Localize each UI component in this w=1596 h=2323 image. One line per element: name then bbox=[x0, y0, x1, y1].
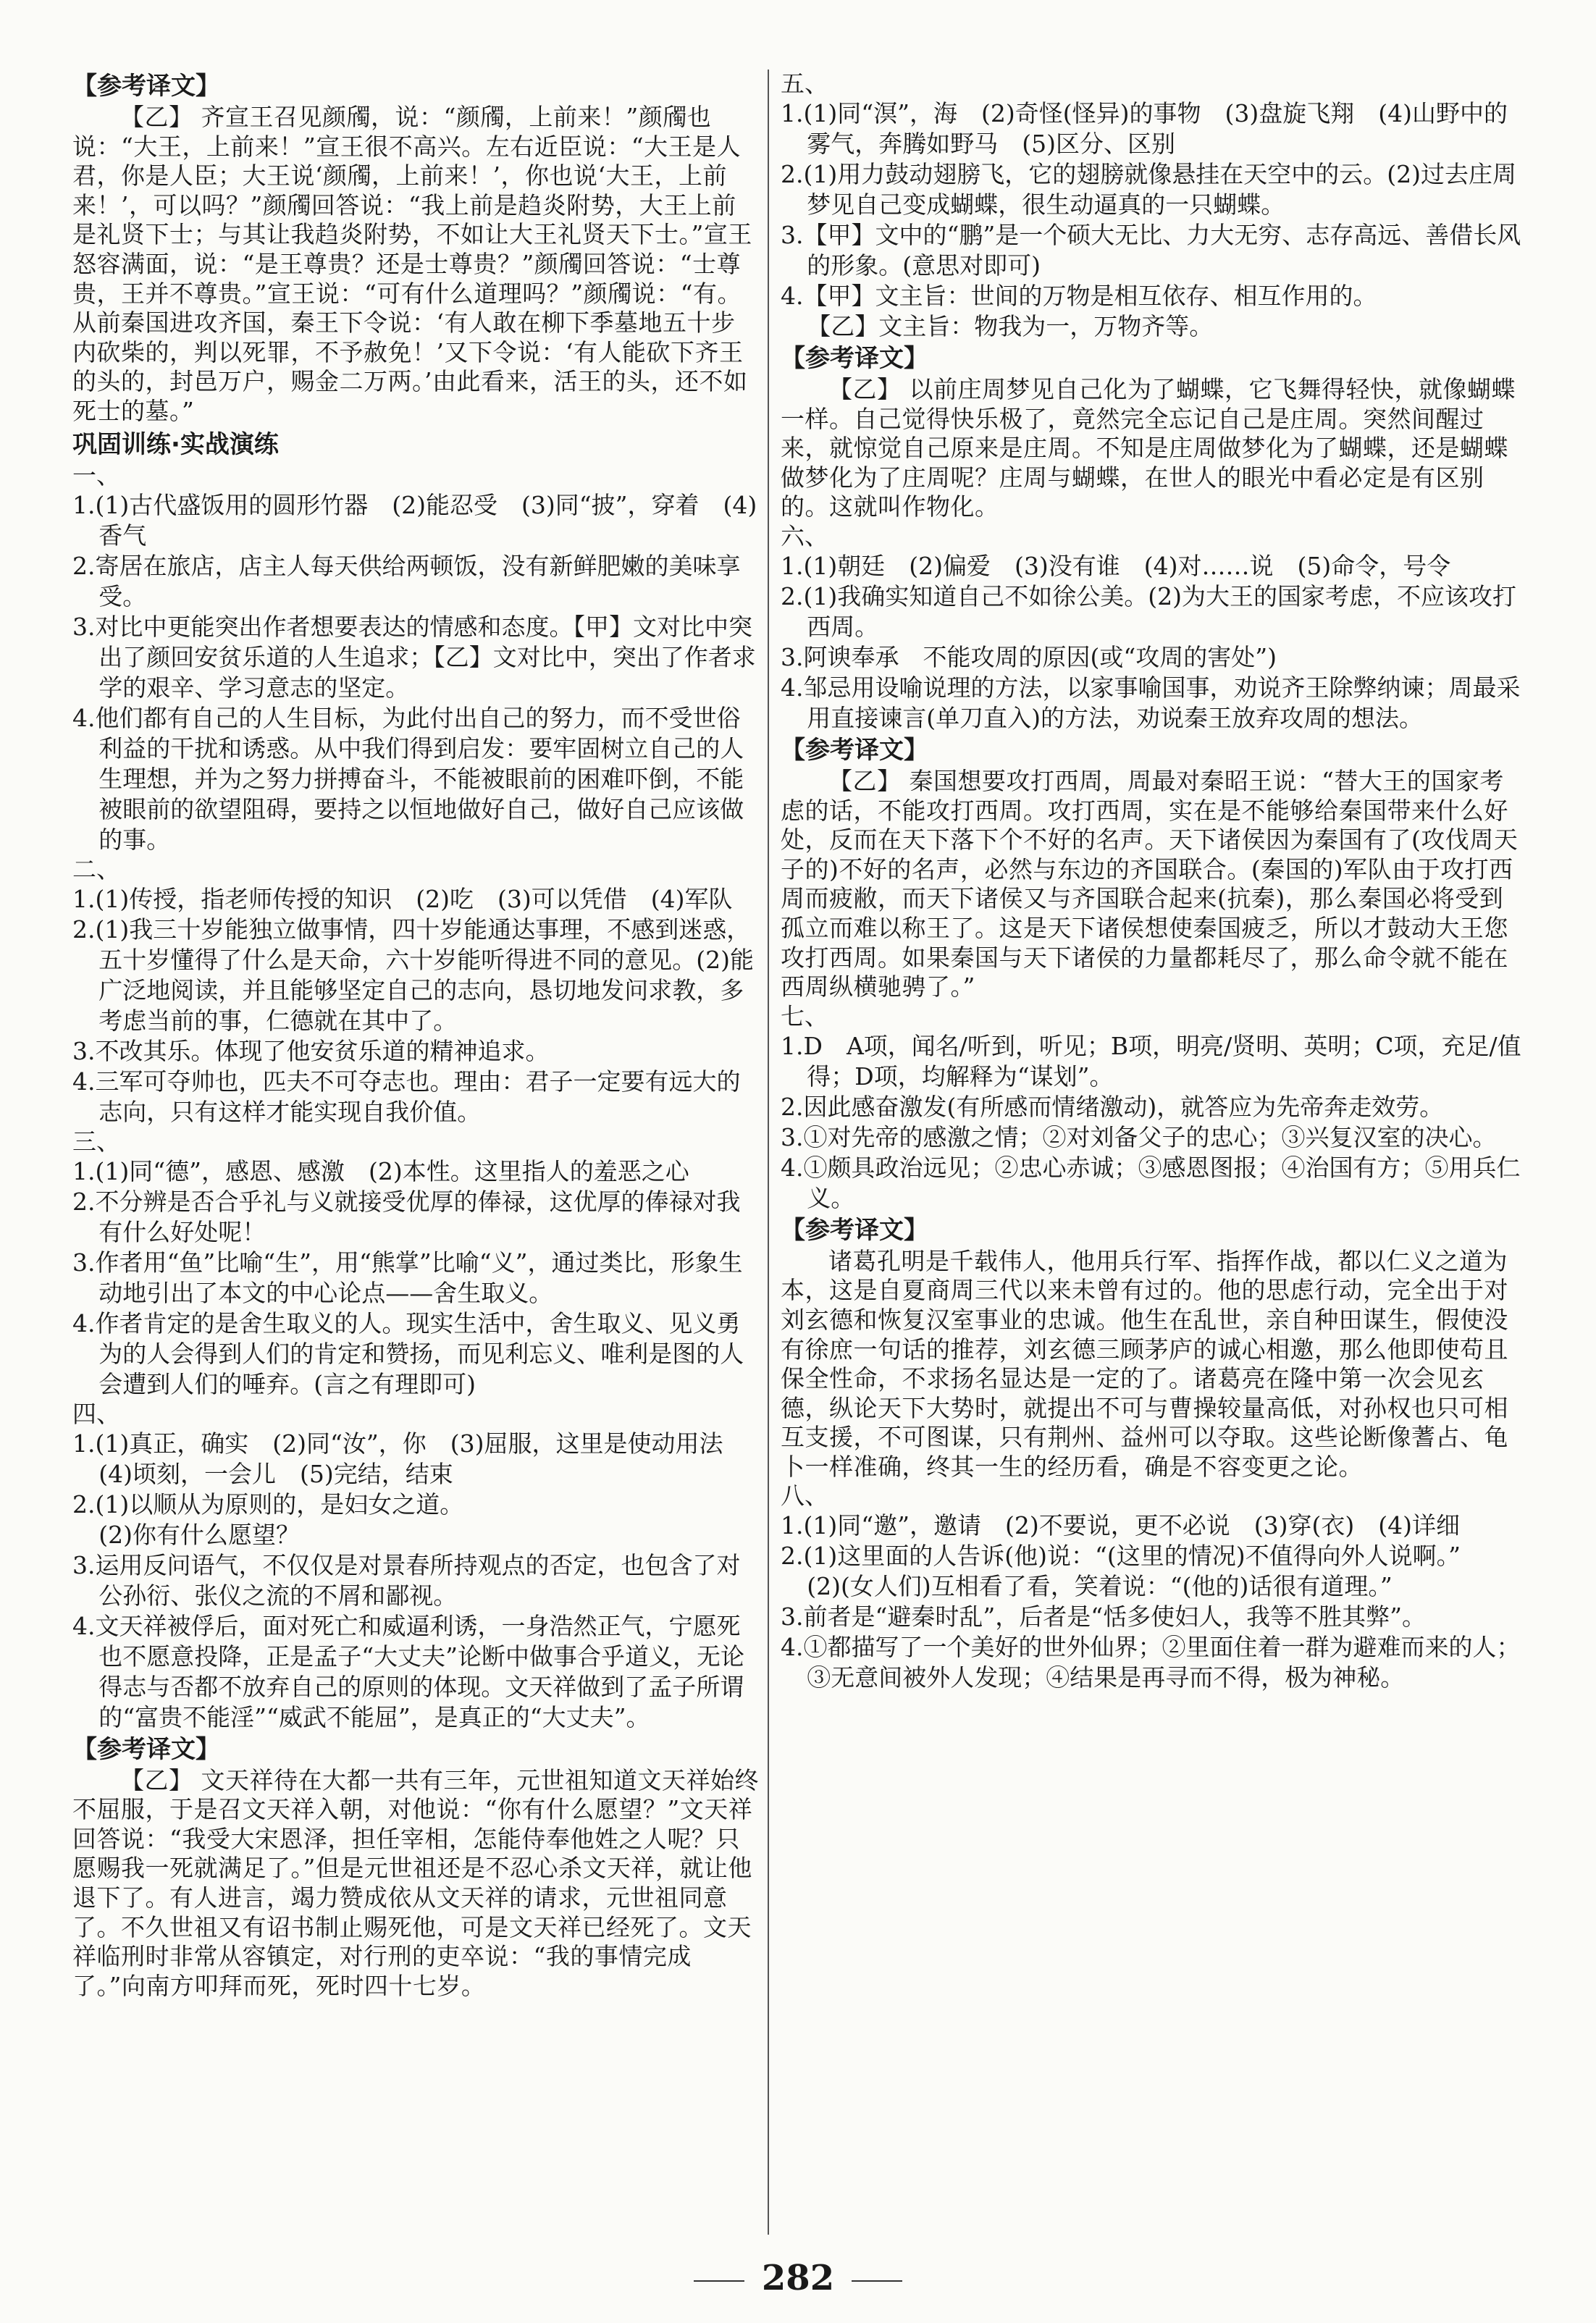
right-column bbox=[781, 70, 1526, 1693]
answer-item: 1.(1)同“德”，感恩、感激 (2)本性。这里指人的羞恶之心 bbox=[72, 1156, 689, 1185]
reference-translation-text: 【乙】 文天祥待在大都一共有三年，元世祖知道文天祥始终不屈服，于是召文天祥入朝，对他说：“你有什么愿望？”文天祥回答说：“我受大宋恩泽，担任宰相，怎能侍奉他姓之人呢？只愿赐我一死就满足了。”但是元世祖还是不忍心杀文天祥，就让他退下了。有人进言，竭力赞成依从文天祥的请求，元世祖同意了。不久世祖又有诏书制止赐死他，可是文天祥已经死了。文天祥临刑时非常从容镇定，对行刑的吏卒说：“我的事情完成了。”向南方叩拜而死，死时四十七岁。 bbox=[72, 1765, 759, 2000]
answer-item: 1.(1)真正，确实 (2)同“汝”，你 (3)屈服，这里是使动用法 (4)顷刻，一会儿 (5)完结，结束 bbox=[72, 1429, 747, 1488]
answer-item: 4.作者肯定的是舍生取义的人。现实生活中，舍生取义、见义勇为的人会得到人们的肯定和赞扬，而见利忘义、唯利是图的人会遭到人们的唾弃。(言之有理即可) bbox=[72, 1308, 744, 1398]
answer-item: 4.邹忌用设喻说理的方法，以家事喻国事，劝说齐王除弊纳谏；周最采用直接谏言(单刀直入)的方法，劝说秦王放弃攻周的想法。 bbox=[781, 673, 1521, 732]
answer-item: 2.(1)用力鼓动翅膀飞，它的翅膀就像悬挂在天空中的云。(2)过去庄周梦见自己变成蝴蝶，很生动逼真的一只蝴蝶。 bbox=[781, 160, 1516, 219]
answer-item: 4.他们都有自己的人生目标，为此付出自己的努力，而不受世俗利益的干扰和诱惑。从中我们得到启发：要牢固树立自己的人生理想，并为之努力拼搏奋斗，不能被眼前的困难吓倒，不能被眼前的欲望阻碍，要持之以恒地做好自己，做好自己应该做的事。 bbox=[72, 703, 744, 854]
answer-item: 1.(1)同“邀”，邀请 (2)不要说，更不必说 (3)穿(衣) (4)详细 bbox=[781, 1511, 1460, 1540]
section-marker: 八、 bbox=[781, 1482, 828, 1511]
section-marker: 四、 bbox=[72, 1399, 120, 1428]
section-heading: 巩固训练·实战演练 bbox=[72, 429, 279, 459]
reference-translation-text: 诸葛孔明是千载伟人，他用兵行军、指挥作战，都以仁义之道为本，这是自夏商周三代以来未曾有过的。他的思虑行动，完全出于对刘玄德和恢复汉室事业的忠诚。他生在乱世，亲自种田谋生，假使没有徐庶一句话的推荐，刘玄德三顾茅庐的诚心相邀，那么他即使苟且保全性命，不求扬名显达是一定的了。诸葛亮在隆中第一次会见玄德，纵论天下大势时，就提出不可与曹操较量高低，对孙权也只可相互支援，不可图谋，只有荆州、益州可以夺取。这些论断像蓍占、龟卜一样准确，终其一生的经历看，确是不容变更之论。 bbox=[781, 1246, 1508, 1481]
reference-translation-text: 【乙】 以前庄周梦见自己化为了蝴蝶，它飞舞得轻快，就像蝴蝶一样。自己觉得快乐极了，竟然完全忘记自己是庄周。突然间醒过来，就惊觉自己原来是庄周。不知是庄周做梦化为了蝴蝶，还是蝴蝶做梦化为了庄周呢？庄周与蝴蝶，在世人的眼光中看必定是有区别的。这就叫作物化。 bbox=[781, 375, 1516, 521]
answer-item: 3.作者用“鱼”比喻“生”，用“熊掌”比喻“义”，通过类比，形象生动地引出了本文的中心论点——舍生取义。 bbox=[72, 1248, 743, 1307]
section-marker: 二、 bbox=[72, 854, 120, 883]
page-number-dash-left bbox=[694, 2280, 744, 2282]
answer-item: 1.(1)朝廷 (2)偏爱 (3)没有谁 (4)对……说 (5)命令，号令 bbox=[781, 551, 1451, 580]
answer-item: 3.对比中更能突出作者想要表达的情感和态度。【甲】文对比中突出了颜回安贫乐道的人生追求；【乙】文对比中，突出了作者求学的艰辛、学习意志的坚定。 bbox=[72, 612, 756, 702]
section-marker: 六、 bbox=[781, 521, 828, 550]
answer-item: 3.运用反问语气，不仅仅是对景春所持观点的否定，也包含了对公孙衍、张仪之流的不屑和鄙视。 bbox=[72, 1550, 741, 1610]
answer-item: 2.不分辨是否合乎礼与义就接受优厚的俸禄，这优厚的俸禄对我有什么好处呢！ bbox=[72, 1187, 741, 1246]
column-divider bbox=[768, 70, 769, 2235]
answer-item: 1.(1)传授，指老师传授的知识 (2)吃 (3)可以凭借 (4)军队 bbox=[72, 884, 733, 913]
left-column bbox=[72, 70, 759, 2001]
answer-item: 【乙】文主旨：物我为一，万物齐等。 bbox=[807, 312, 1214, 340]
answer-item: 3.【甲】文中的“鹏”是一个硕大无比、力大无穷、志存高远、善借长风的形象。(意思对即可) bbox=[781, 221, 1521, 280]
reference-translation-label: 【参考译文】 bbox=[72, 72, 220, 101]
answer-item: 1.D A项，闻名/听到，听见；B项，明亮/贤明、英明；C项，充足/值得；D项，均解释为“谋划”。 bbox=[781, 1031, 1521, 1091]
answer-item: 1.(1)同“溟”，海 (2)奇怪(怪异)的事物 (3)盘旋飞翔 (4)山野中的雾气，奔腾如野马 (5)区分、区别 bbox=[781, 99, 1508, 158]
answer-item: 2.因此感奋激发(有所感而情绪激动)，就答应为先帝奔走效劳。 bbox=[781, 1092, 1444, 1121]
reference-translation-label: 【参考译文】 bbox=[781, 344, 928, 373]
section-marker: 一、 bbox=[72, 461, 120, 490]
page-number-area bbox=[0, 2258, 1596, 2298]
reference-translation-text: 【乙】 齐宣王召见颜斶，说：“颜斶，上前来！”颜斶也说：“大王，上前来！”宣王很不高兴。左右近臣说：“大王是人君，你是人臣；大王说‘颜斶，上前来！’，你也说‘大王，上前来！’，可以吗？”颜斶回答说：“我上前是趋炎附势，大王上前是礼贤下士；与其让我趋炎附势，不如让大王礼贤天下士。”宣王怒容满面，说：“是王尊贵？还是士尊贵？”颜斶回答说：“士尊贵，王并不尊贵。”宣王说：“可有什么道理吗？”颜斶说：“有。从前秦国进攻齐国，秦王下令说：‘有人敢在柳下季墓地五十步内砍柴的，判以死罪，不予赦免！’又下令说：‘有人能砍下齐王的头的，封邑万户，赐金二万两。’由此看来，活王的头，还不如死士的墓。” bbox=[72, 103, 752, 425]
answer-item: 2.(1)这里面的人告诉(他)说：“(这里的情况)不值得向外人说啊。” bbox=[781, 1542, 1461, 1571]
page-number-dash-right bbox=[852, 2280, 902, 2282]
reference-translation-label: 【参考译文】 bbox=[781, 735, 928, 765]
reference-translation-label: 【参考译文】 bbox=[72, 1734, 220, 1764]
page-number: 282 bbox=[761, 2258, 835, 2298]
reference-translation-text: 【乙】 秦国想要攻打西周，周最对秦昭王说：“替大王的国家考虑的话，不能攻打西周。攻打西周，实在是不能够给秦国带来什么好处，反而在天下落下个不好的名声。天下诸侯因为秦国有了(攻伐周天子的)不好的名声，必然与东边的齐国联合。(秦国的)军队由于攻打西周而疲敝，而天下诸侯又与齐国联合起来(抗秦)，那么秦国必将受到孤立而难以称王了。这是天下诸侯想使秦国疲乏，所以才鼓动大王您攻打西周。如果秦国与天下诸侯的力量都耗尽了，那么命令就不能在西周纵横驰骋了。” bbox=[781, 766, 1519, 1001]
answer-item: 3.阿谀奉承 不能攻周的原因(或“攻周的害处”) bbox=[781, 642, 1277, 671]
answer-item: 3.前者是“避秦时乱”，后者是“恬多使妇人，我等不胜其弊”。 bbox=[781, 1602, 1426, 1631]
section-marker: 五、 bbox=[781, 70, 828, 98]
answer-item: 1.(1)古代盛饭用的圆形竹器 (2)能忍受 (3)同“披”，穿着 (4)香气 bbox=[72, 490, 757, 550]
answer-item: (2)(女人们)互相看了看，笑着说：“(他的)话很有道理。” bbox=[807, 1572, 1393, 1601]
answer-item: 4.【甲】文主旨：世间的万物是相互依存、相互作用的。 bbox=[781, 282, 1377, 310]
answer-item: 3.不改其乐。体现了他安贫乐道的精神追求。 bbox=[72, 1036, 550, 1065]
answer-item: 2.(1)我确实知道自己不如徐公美。(2)为大王的国家考虑，不应该攻打西周。 bbox=[781, 581, 1516, 641]
answer-item: 4.三军可夺帅也，匹夫不可夺志也。理由：君子一定要有远大的志向，只有这样才能实现自我价值。 bbox=[72, 1067, 741, 1126]
answer-item: 3.①对先帝的感激之情；②对刘备父子的忠心；③兴复汉室的决心。 bbox=[781, 1122, 1497, 1151]
answer-item: 4.①颇具政治远见；②忠心赤诚；③感恩图报；④治国有方；⑤用兵仁义。 bbox=[781, 1153, 1521, 1212]
section-marker: 三、 bbox=[72, 1127, 120, 1156]
answer-item: 2.(1)我三十岁能独立做事情，四十岁能通达事理，不感到迷惑，五十岁懂得了什么是天命，六十岁能听得进不同的意见。(2)能广泛地阅读，并且能够坚定自己的志向，恳切地发问求教，多考虑当前的事，仁德就在其中了。 bbox=[72, 915, 755, 1035]
answer-item: (2)你有什么愿望？ bbox=[98, 1520, 301, 1549]
answer-item: 2.寄居在旅店，店主人每天供给两顿饭，没有新鲜肥嫩的美味享受。 bbox=[72, 551, 741, 610]
answer-item: 4.文天祥被俘后，面对死亡和威逼利诱，一身浩然正气，宁愿死也不愿意投降，正是孟子“大丈夫”论断中做事合乎道义，无论得志与否都不放弃自己的原则的体现。文天祥做到了孟子所谓的“富贵不能淫”“威武不能屈”，是真正的“大丈夫”。 bbox=[72, 1611, 745, 1731]
section-marker: 七、 bbox=[781, 1001, 828, 1030]
answer-item: 4.①都描写了一个美好的世外仙界；②里面住着一群为避难而来的人；③无意间被外人发现；④结果是再寻而不得，极为神秘。 bbox=[781, 1633, 1521, 1692]
reference-translation-label: 【参考译文】 bbox=[781, 1215, 928, 1245]
answer-item: 2.(1)以顺从为原则的，是妇女之道。 bbox=[72, 1490, 464, 1518]
